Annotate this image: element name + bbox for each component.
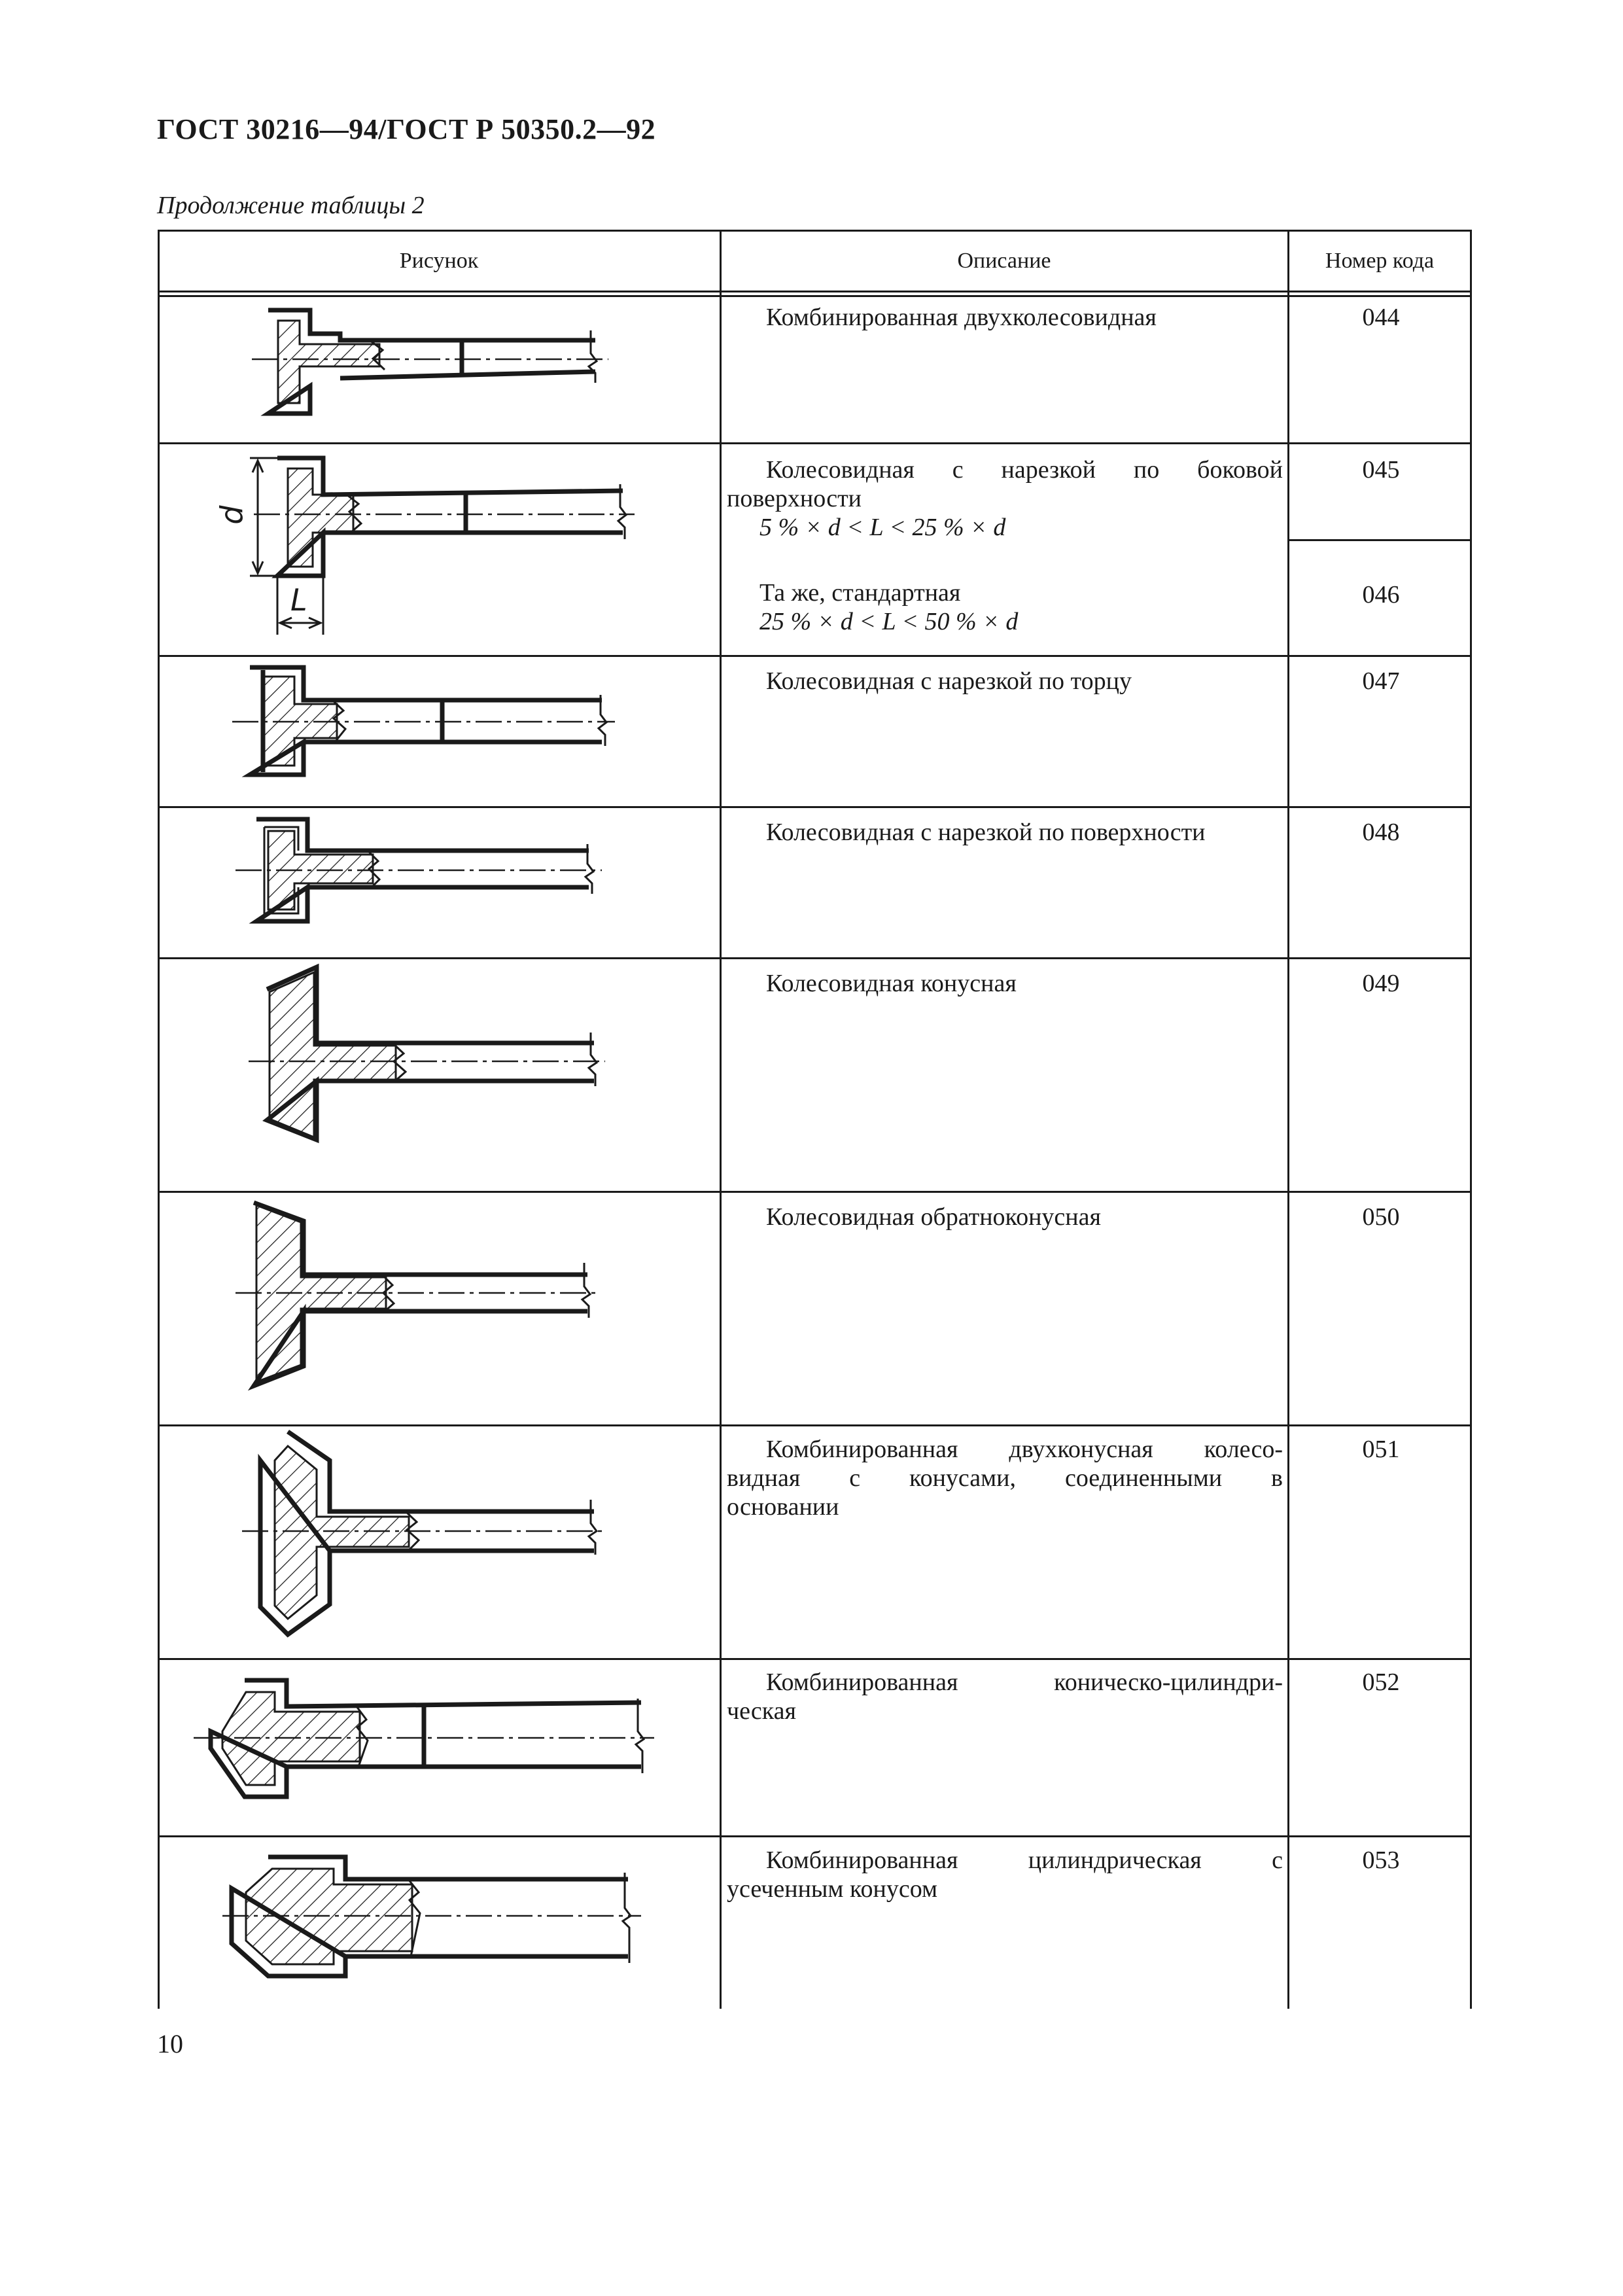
code-053: 053 xyxy=(1362,1846,1400,1874)
code-048: 048 xyxy=(1362,819,1400,846)
desc-048: Колесовидная с нарезкой по поверхности xyxy=(766,819,1206,846)
code-047: 047 xyxy=(1362,667,1400,695)
table-caption: Продолжение таблицы 2 xyxy=(157,192,425,219)
desc-052-line1: Комбинированная коническо-цилиндри- xyxy=(766,1669,1283,1696)
figure-052 xyxy=(194,1680,654,1797)
code-049: 049 xyxy=(1362,970,1400,997)
header-code: Номер кода xyxy=(1325,249,1435,273)
figure-051 xyxy=(242,1432,605,1634)
desc-051-line3: основании xyxy=(727,1493,839,1521)
desc-044: Комбинированная двухколесовидная xyxy=(766,304,1157,331)
figure-050 xyxy=(236,1203,601,1386)
desc-052-line2: ческая xyxy=(727,1697,797,1725)
code-046: 046 xyxy=(1362,581,1400,609)
desc-053-line1: Комбинированная цилиндрическая с xyxy=(766,1846,1283,1874)
figure-047 xyxy=(232,667,615,775)
desc-051-line2: видная с конусами, соединенными в xyxy=(727,1464,1283,1492)
desc-046-line1: Та же, стандартная xyxy=(759,579,961,607)
desc-051-line1: Комбинированная двухконусная колесо- xyxy=(766,1436,1283,1463)
dimension-label-L: L xyxy=(290,582,307,618)
desc-049: Колесовидная конусная xyxy=(766,970,1017,997)
cond-046: 25 % × d < L < 50 % × d xyxy=(759,608,1019,635)
header-figure: Рисунок xyxy=(399,249,479,273)
page-number: 10 xyxy=(157,2029,183,2058)
desc-047: Колесовидная с нарезкой по торцу xyxy=(766,667,1132,695)
figure-044 xyxy=(252,310,608,414)
desc-053-line2: усеченным конусом xyxy=(727,1875,938,1903)
desc-050: Колесовидная обратноконусная xyxy=(766,1203,1101,1231)
desc-045-line1: Колесовидная с нарезкой по боковой xyxy=(766,456,1283,484)
code-051: 051 xyxy=(1362,1436,1400,1463)
code-044: 044 xyxy=(1362,304,1400,331)
code-052: 052 xyxy=(1362,1669,1400,1696)
desc-045-line2: поверхности xyxy=(727,485,862,512)
document-header: ГОСТ 30216—94/ГОСТ Р 50350.2—92 xyxy=(157,113,656,145)
code-045: 045 xyxy=(1362,456,1400,484)
figure-053 xyxy=(222,1857,641,1976)
code-050: 050 xyxy=(1362,1203,1400,1231)
dimension-label-d: d xyxy=(214,505,250,525)
figure-048 xyxy=(236,819,602,921)
figure-049 xyxy=(249,967,605,1140)
figure-045 xyxy=(250,458,635,635)
cond-045: 5 % × d < L < 25 % × d xyxy=(759,514,1006,541)
header-description: Описание xyxy=(957,249,1051,273)
